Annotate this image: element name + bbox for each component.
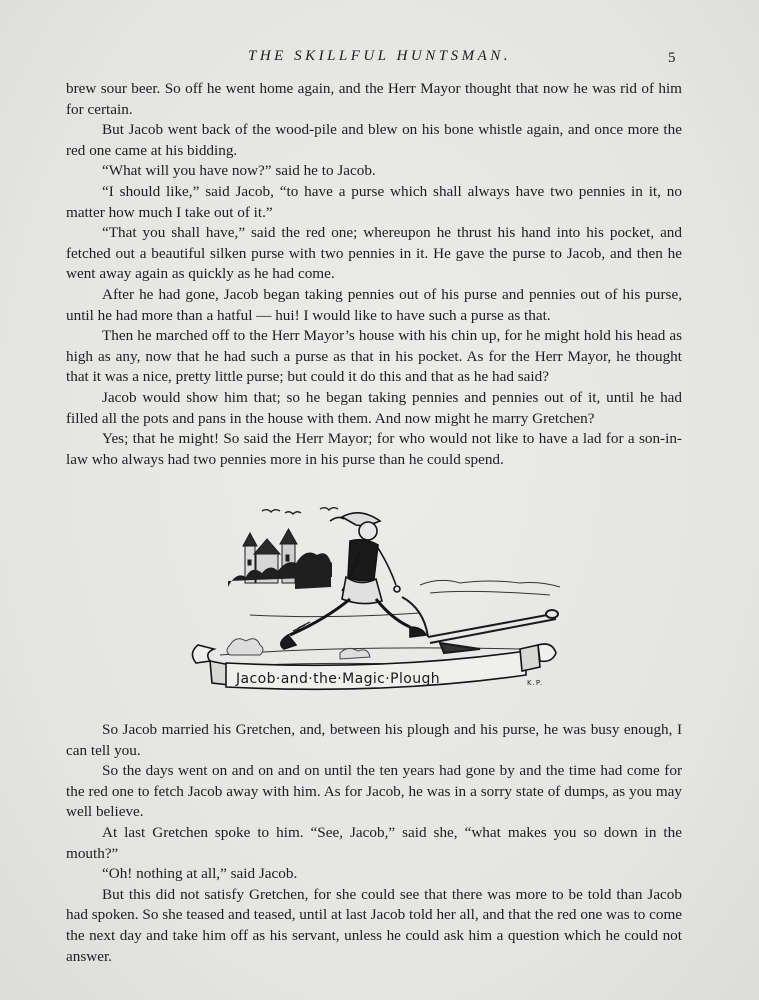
paragraph: At last Gretchen spoke to him. “See, Jacob,” said she, “what makes you so down in the mouth?” bbox=[66, 823, 682, 862]
paragraph: So Jacob married his Gretchen, and, between his plough and his purse, he was busy enough, I can tell you. bbox=[66, 721, 682, 759]
paragraph: Yes; that he might! So said the Herr Mayor; for who would not like to have a lad for a son-in-law who always had two pennies more in his purse than he could spend. bbox=[66, 430, 682, 468]
paragraph: Then he marched off to the Herr Mayor’s house with his chin up, for he might hold his head as high as any, now that he had such a purse as that in his pocket. As for the Herr Mayor, he thought that it was a nice, pretty little purse; but could it do this and that as he had said? bbox=[66, 327, 682, 386]
body-text-bottom bbox=[66, 720, 682, 967]
paragraph: But this did not satisfy Gretchen, for she could see that there was more to be told than Jacob had spoken. So she teased and teased, until at last Jacob told her all, and that the red one was to come the next day and take him off as his servant, unless he could ask him a question which he could not answer. bbox=[66, 885, 682, 965]
plough-icon bbox=[402, 597, 558, 653]
paragraph: But Jacob went back of the wood-pile and blew on his bone whistle again, and once more the red one came at his bidding. bbox=[66, 121, 682, 159]
paragraph: So the days went on and on and on until the ten years had gone by and the time had come for the red one to fetch Jacob away with him. As for Jacob, he was in a sorry state of dumps, as you may well believe. bbox=[66, 762, 682, 821]
running-head: THE SKILLFUL HUNTSMAN. bbox=[247, 48, 511, 64]
birds-icon bbox=[262, 508, 338, 514]
paragraph: After he had gone, Jacob began taking pennies out of his purse and pennies out of his purse, until he had more than a hatful — hui! I would like to have such a purse as that. bbox=[66, 285, 682, 324]
illustration-caption: Jacob·and·the·Magic·Plough bbox=[236, 671, 441, 687]
paragraph: Jacob would show him that; so he began taking pennies and pennies out of it, until he had filled all the pots and pans in the house with them. And now might he marry Gretchen? bbox=[66, 388, 682, 427]
paragraph: “That you shall have,” said the red one; whereupon he thrust his hand into his pocket, and fetched out a beautiful silken purse with two pennies in it. He gave the purse to Jacob, and then he went away again as quickly as he had come. bbox=[66, 224, 682, 283]
page-number: 5 bbox=[668, 50, 676, 66]
illustrator-initials: K.P. bbox=[527, 679, 544, 687]
dust-icon bbox=[227, 639, 370, 659]
paragraph: brew sour beer. So off he went home again, and the Herr Mayor thought that now he was rid of him for certain. bbox=[66, 80, 682, 118]
body-text-top bbox=[66, 79, 682, 470]
paragraph: “I should like,” said Jacob, “to have a purse which shall always have two pennies in it, no matter how much I take out of it.” bbox=[66, 182, 682, 221]
trees-icon bbox=[228, 553, 332, 589]
paragraph: “Oh! nothing at all,” said Jacob. bbox=[102, 865, 298, 883]
paragraph: “What will you have now?” said he to Jacob. bbox=[102, 162, 376, 180]
